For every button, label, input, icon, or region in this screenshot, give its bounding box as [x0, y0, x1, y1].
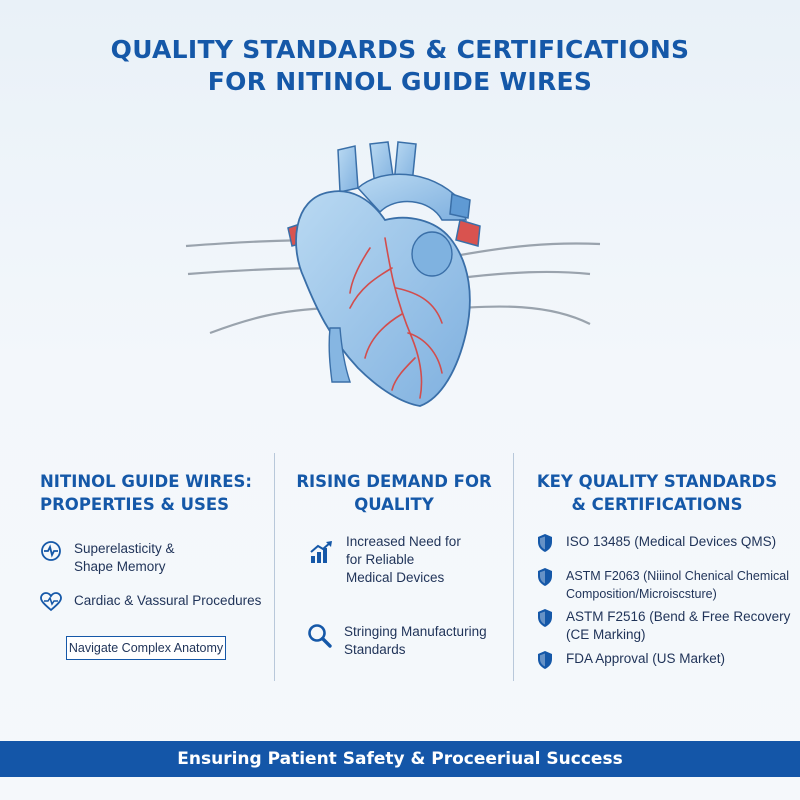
item-text: (CE Marking): [566, 627, 646, 642]
column-heading: [514, 470, 800, 516]
shield-icon: [537, 650, 553, 675]
list-item: [537, 608, 790, 644]
column-demand: [275, 470, 513, 516]
item-text: ASTM F2516 (Bend & Free Recovery: [566, 609, 791, 624]
item-text: Composition/Microiscsture): [566, 587, 717, 601]
page-title: [0, 34, 800, 98]
item-text: Increased Need for: [346, 534, 461, 549]
heading-line-2: PROPERTIES & USES: [40, 495, 230, 514]
footer-text: Ensuring Patient Safety & Proceeriual Success: [177, 749, 623, 769]
heart-pulse-icon: [40, 592, 62, 617]
title-line-1: QUALITY STANDARDS & CERTIFICATIONS: [110, 35, 690, 64]
list-item: [537, 650, 725, 675]
heading-line-1: RISING DEMAND FOR: [296, 472, 492, 491]
magnifier-icon: [307, 623, 333, 654]
column-heading: [275, 470, 513, 516]
shield-icon: [537, 608, 553, 633]
column-heading: [40, 470, 252, 516]
column-properties: [40, 470, 252, 516]
column-standards: [514, 470, 800, 516]
footer-banner: [0, 741, 800, 777]
item-text: ASTM F2063 (Niiinol Chenical Chemical: [566, 569, 789, 583]
rising-chart-icon: [309, 539, 335, 570]
item-text: Standards: [344, 642, 406, 657]
list-item: [307, 623, 487, 659]
item-text: ISO 13485 (Medical Devices QMS): [566, 534, 777, 549]
list-item: [537, 533, 776, 558]
item-text: Stringing Manufacturing: [344, 624, 487, 639]
list-item: [537, 567, 789, 603]
shield-icon: [537, 533, 553, 558]
item-text: Medical Devices: [346, 570, 445, 585]
heading-line-1: KEY QUALITY STANDARDS: [536, 472, 778, 491]
heartbeat-icon: [40, 540, 62, 567]
heart-illustration: [180, 128, 620, 413]
shield-icon: [537, 567, 553, 592]
heading-line-2: QUALITY: [354, 495, 434, 514]
title-line-2: FOR NITINOL GUIDE WIRES: [207, 67, 593, 96]
heart-body: [296, 191, 470, 406]
heading-line-1: NITINOL GUIDE WIRES:: [40, 472, 253, 491]
list-item: [309, 533, 461, 587]
item-text: Cardiac & Vassural Procedures: [74, 593, 262, 608]
item-text: Shape Memory: [74, 559, 166, 574]
item-text: Superelasticity &: [74, 541, 175, 556]
item-text: FDA Approval (US Market): [566, 651, 726, 666]
list-item: [40, 592, 261, 617]
heading-line-2: & CERTIFICATIONS: [571, 495, 743, 514]
navigate-anatomy-label: Navigate Complex Anatomy: [66, 636, 226, 660]
item-text: for Reliable: [346, 552, 415, 567]
list-item: [40, 540, 175, 576]
